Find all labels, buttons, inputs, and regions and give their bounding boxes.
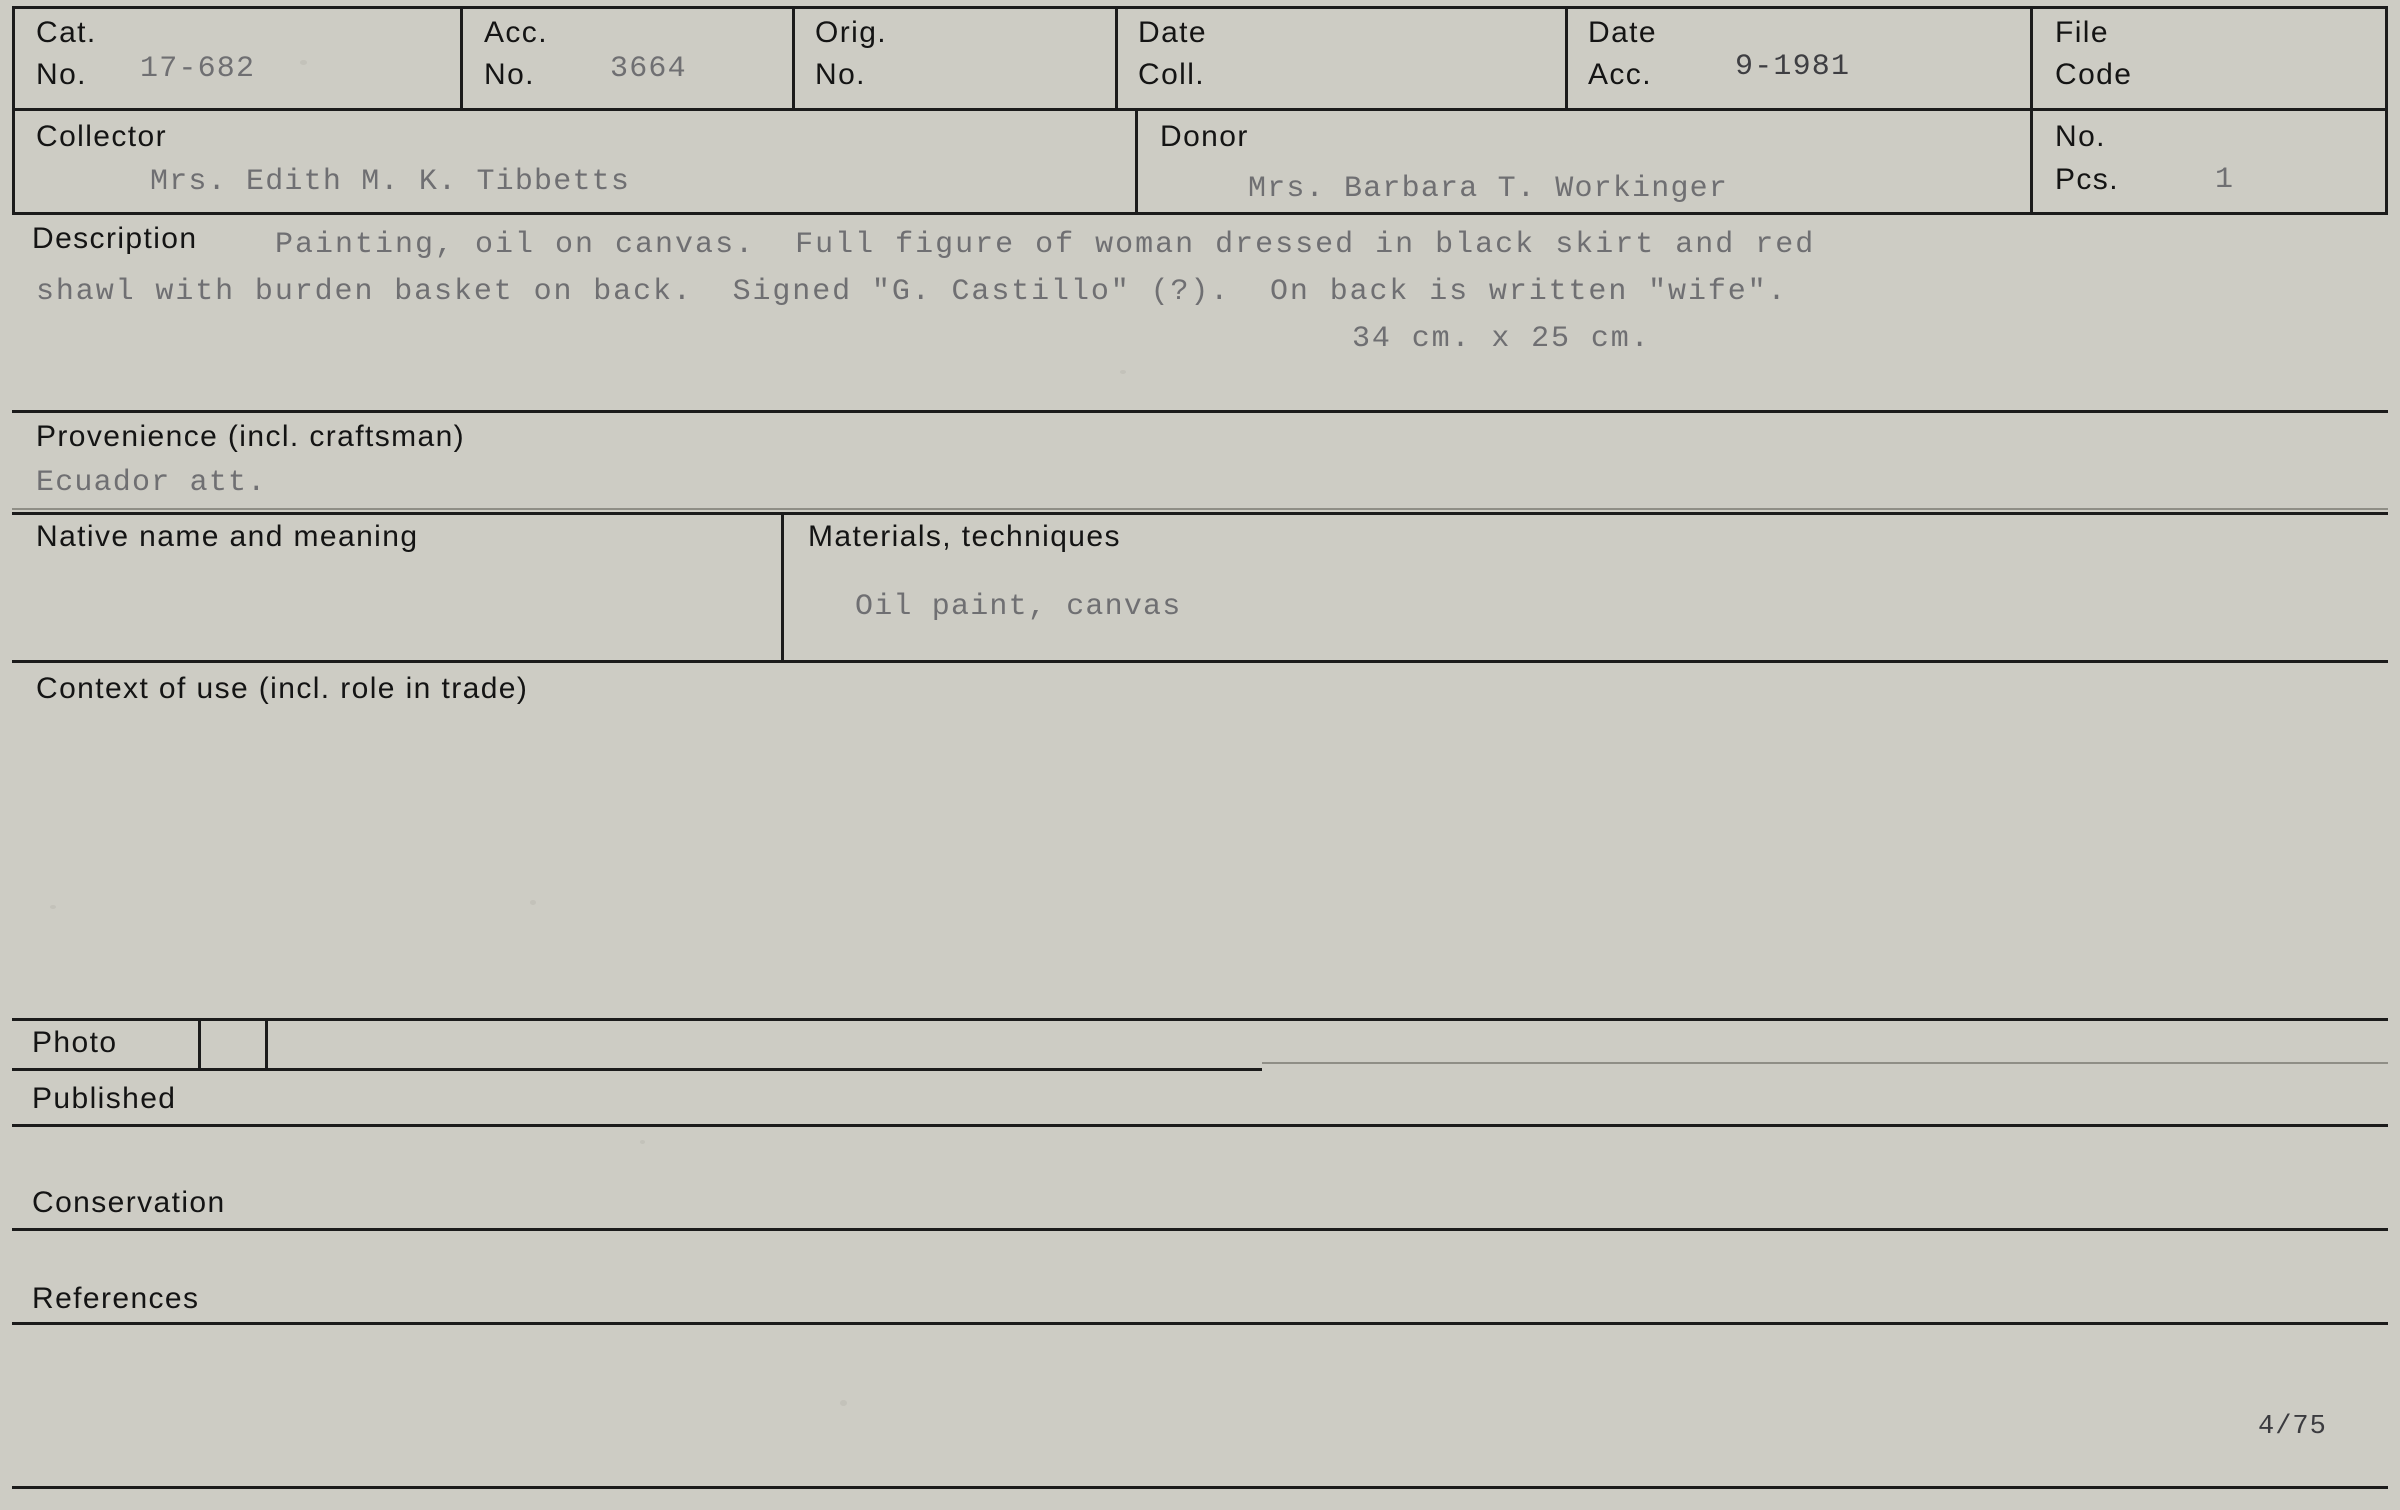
rule-left-edge bbox=[12, 6, 15, 214]
field-value-no-pcs: 1 bbox=[2215, 163, 2235, 197]
rule-col-cat-acc bbox=[460, 6, 463, 108]
page-number: 4/75 bbox=[2258, 1412, 2327, 1442]
field-label-acc-no-line2: No. bbox=[484, 58, 535, 91]
field-value-cat-no: 17-682 bbox=[140, 52, 256, 86]
rule-collector-donor bbox=[1135, 110, 1138, 212]
rule-col-orig-datecoll bbox=[1115, 6, 1118, 108]
paper-speck bbox=[300, 60, 307, 65]
field-label-donor: Donor bbox=[1160, 120, 1249, 153]
field-value-donor: Mrs. Barbara T. Workinger bbox=[1248, 172, 1729, 206]
field-label-references: References bbox=[32, 1282, 200, 1315]
field-label-date-acc-line2: Acc. bbox=[1588, 58, 1652, 91]
rule-above-conservation bbox=[12, 1228, 2388, 1231]
field-label-photo: Photo bbox=[32, 1026, 118, 1059]
field-label-context-of-use: Context of use (incl. role in trade) bbox=[36, 672, 529, 705]
rule-col-acc-orig bbox=[792, 6, 795, 108]
rule-below-collector bbox=[12, 212, 2388, 215]
field-value-acc-no: 3664 bbox=[610, 52, 687, 86]
field-label-date-acc-line1: Date bbox=[1588, 16, 1657, 49]
paper-speck bbox=[50, 905, 56, 909]
paper-speck bbox=[840, 1400, 847, 1406]
rule-col-dateacc-filecode bbox=[2030, 6, 2033, 212]
field-label-conservation: Conservation bbox=[32, 1186, 226, 1219]
rule-below-native-name bbox=[12, 660, 2388, 663]
field-value-description-line1: Painting, oil on canvas. Full figure of woman dressed in black skirt and red bbox=[275, 228, 1816, 262]
paper-speck bbox=[640, 1140, 645, 1144]
rule-photo-box-2 bbox=[265, 1020, 268, 1068]
paper-speck bbox=[530, 900, 536, 905]
rule-photo-right-faint bbox=[1262, 1062, 2388, 1064]
rule-below-context bbox=[12, 1018, 2388, 1021]
rule-provenience-bottom bbox=[12, 512, 2388, 515]
field-label-acc-no-line1: Acc. bbox=[484, 16, 548, 49]
field-value-materials: Oil paint, canvas bbox=[855, 590, 1182, 624]
field-label-orig-no-line1: Orig. bbox=[815, 16, 888, 49]
field-label-materials: Materials, techniques bbox=[808, 520, 1121, 553]
field-value-description-line3: 34 cm. x 25 cm. bbox=[1352, 322, 1651, 356]
rule-right-edge bbox=[2385, 6, 2388, 214]
field-label-cat-no-line1: Cat. bbox=[36, 16, 97, 49]
field-label-date-coll-line1: Date bbox=[1138, 16, 1207, 49]
field-label-cat-no-line2: No. bbox=[36, 58, 87, 91]
rule-photo-box-1 bbox=[198, 1020, 201, 1068]
rule-photo-left bbox=[12, 1068, 1262, 1071]
field-label-no-pcs-line2: Pcs. bbox=[2055, 163, 2119, 196]
field-value-description-line2: shawl with burden basket on back. Signed "G. Castillo" (?). On back is written "wife". bbox=[36, 275, 1788, 309]
field-label-date-coll-line2: Coll. bbox=[1138, 58, 1206, 91]
rule-below-published bbox=[12, 1124, 2388, 1127]
field-label-provenience: Provenience (incl. craftsman) bbox=[36, 420, 466, 453]
field-label-collector: Collector bbox=[36, 120, 167, 153]
field-label-file-code-line2: Code bbox=[2055, 58, 2133, 91]
field-label-published: Published bbox=[32, 1082, 177, 1115]
field-value-collector: Mrs. Edith M. K. Tibbetts bbox=[150, 165, 631, 199]
rule-col-datecoll-dateacc bbox=[1565, 6, 1568, 108]
rule-bottom bbox=[12, 1486, 2388, 1489]
field-label-file-code-line1: File bbox=[2055, 16, 2109, 49]
rule-nativename-materials bbox=[781, 514, 784, 660]
field-label-description: Description bbox=[32, 222, 198, 255]
field-label-native-name: Native name and meaning bbox=[36, 520, 419, 553]
rule-below-description bbox=[12, 410, 2388, 413]
paper-speck bbox=[1120, 370, 1126, 374]
field-label-no-pcs-line1: No. bbox=[2055, 120, 2106, 153]
field-label-orig-no-line2: No. bbox=[815, 58, 866, 91]
rule-below-provenience bbox=[12, 508, 2388, 510]
field-value-provenience: Ecuador att. bbox=[36, 466, 267, 500]
field-value-date-acc: 9-1981 bbox=[1735, 50, 1851, 84]
rule-above-references bbox=[12, 1322, 2388, 1325]
